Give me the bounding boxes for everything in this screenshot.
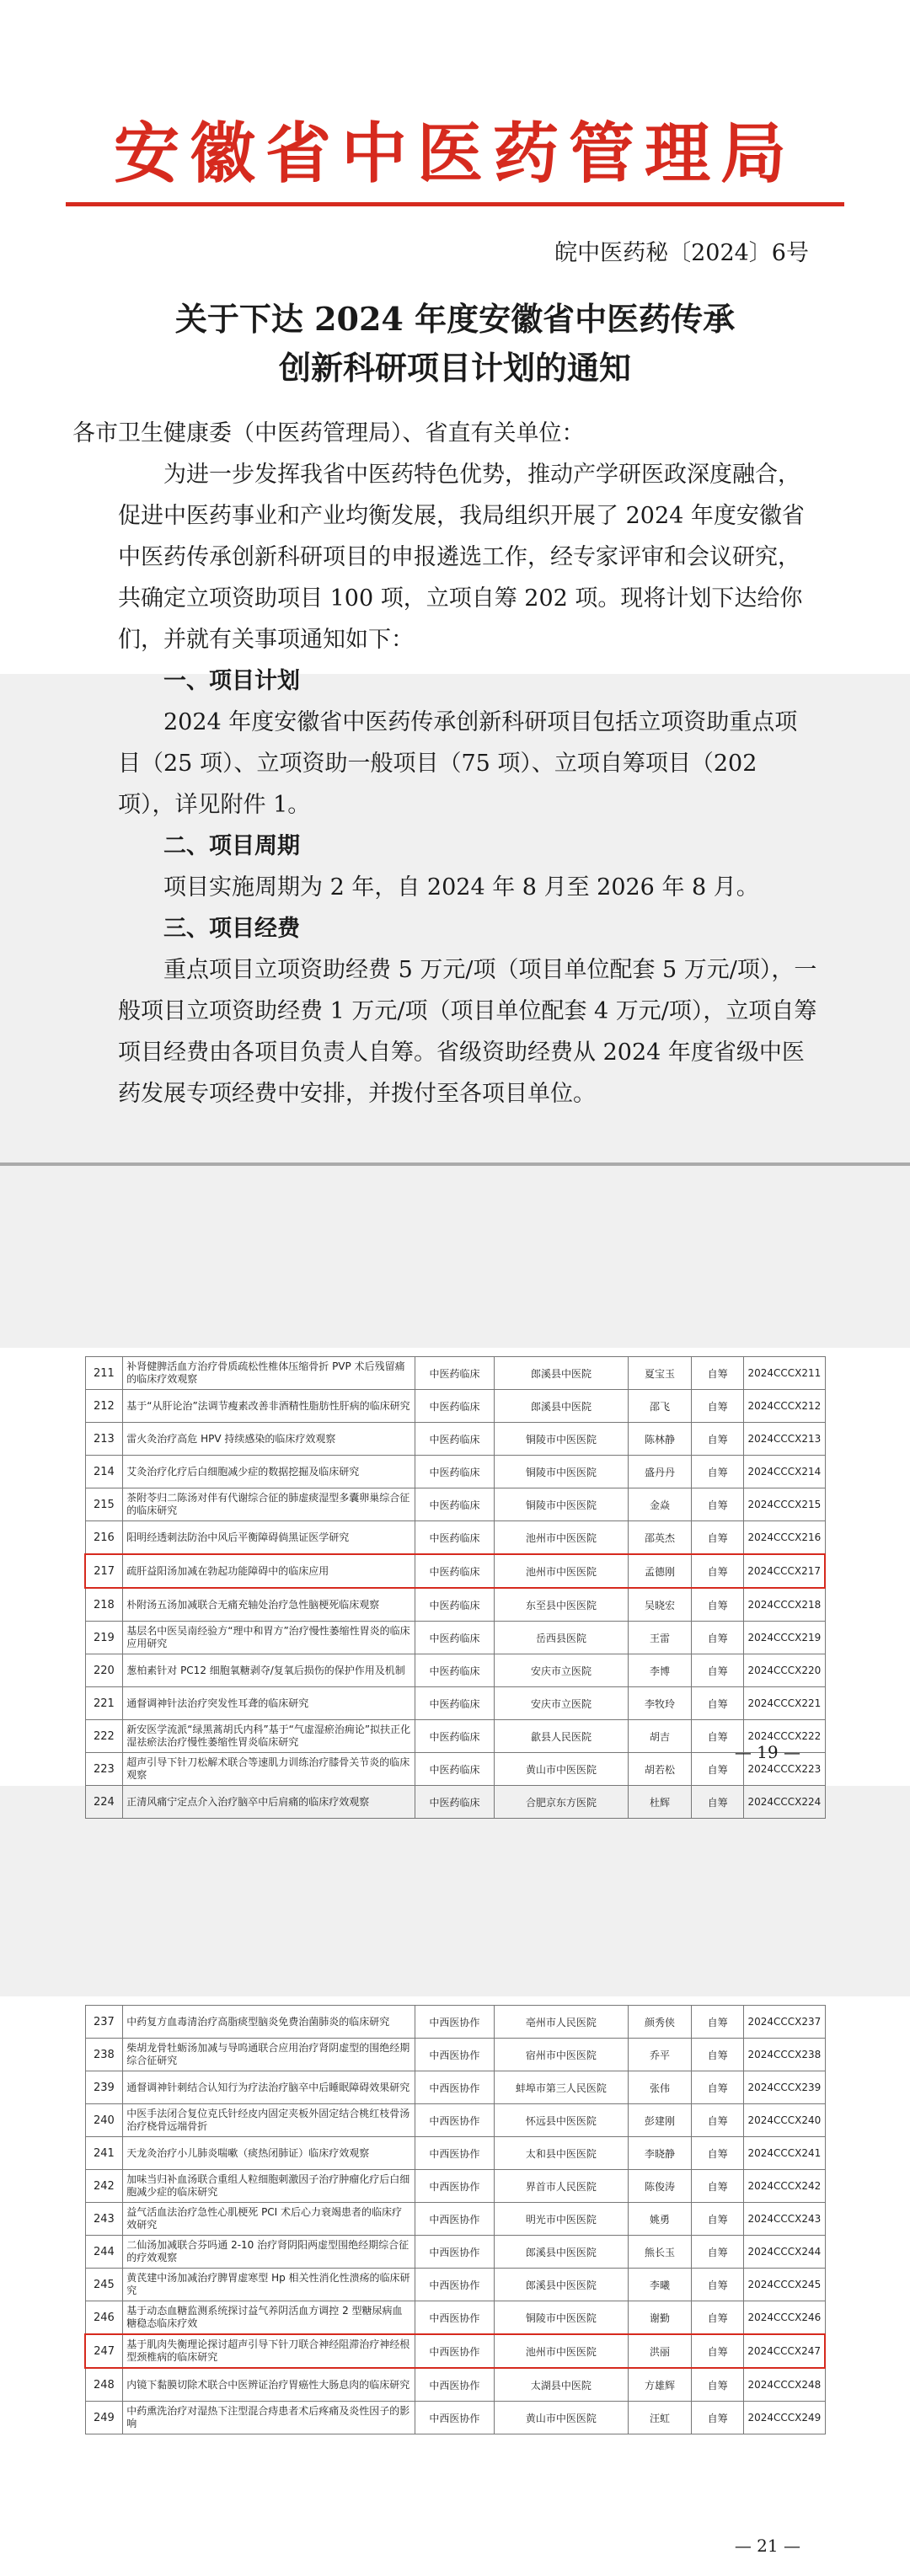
cell-code: 2024CCCX222 bbox=[744, 1720, 825, 1753]
table-row bbox=[85, 2236, 825, 2269]
cell-code: 2024CCCX246 bbox=[744, 2301, 825, 2335]
cell-no: 239 bbox=[85, 2071, 123, 2104]
cell-unit: 池州市中医医院 bbox=[494, 1554, 628, 1588]
cell-category: 中医药临床 bbox=[415, 1521, 495, 1555]
intro-paragraph: 为进一步发挥我省中医药特色优势，推动产学研医政深度融合，促进中医药事业和产业均衡发展，我局组织开展了 2024 年度安徽省中医药传承创新科研项目的申报遴选工作，经专家评审和会议研究，共确定立项资助项目 100 项，立项自筹 202 项。现将计划下达给你们，并就有关事项通知如下： bbox=[118, 462, 805, 653]
table-row bbox=[85, 1720, 825, 1753]
cell-type: 自筹 bbox=[692, 2006, 744, 2039]
table-row bbox=[85, 2368, 825, 2402]
cell-type: 自筹 bbox=[692, 1753, 744, 1786]
cell-name: 基于动态血糖监测系统探讨益气养阴活血方调控 2 型糖尿病血糖稳态临床疗效 bbox=[123, 2301, 415, 2335]
table-row bbox=[85, 1786, 825, 1819]
cell-code: 2024CCCX218 bbox=[744, 1588, 825, 1622]
cell-leader: 杜辉 bbox=[629, 1786, 692, 1819]
cell-leader: 吴晓宏 bbox=[629, 1588, 692, 1622]
cell-code: 2024CCCX213 bbox=[744, 1423, 825, 1456]
cell-category: 中医药临床 bbox=[415, 1753, 495, 1786]
cell-leader: 乔平 bbox=[628, 2039, 691, 2071]
cell-unit: 池州市中医医院 bbox=[494, 2334, 628, 2368]
cell-name: 基于肌肉失衡理论探讨超声引导下针刀联合神经阻滞治疗神经根型颈椎病的临床研究 bbox=[123, 2334, 415, 2368]
cell-code: 2024CCCX249 bbox=[744, 2402, 825, 2434]
cell-category: 中西医协作 bbox=[415, 2368, 494, 2402]
cell-unit: 太湖县中医院 bbox=[494, 2368, 628, 2402]
table-row bbox=[85, 1456, 825, 1488]
section-heading: 三、项目经费 bbox=[163, 916, 300, 942]
cell-name: 艾灸治疗化疗后白细胞减少症的数据挖掘及临床研究 bbox=[123, 1456, 415, 1488]
table-row bbox=[85, 1588, 825, 1622]
cell-type: 自筹 bbox=[692, 2170, 744, 2203]
cell-no: 249 bbox=[85, 2402, 123, 2434]
cell-code: 2024CCCX212 bbox=[744, 1390, 825, 1423]
cell-unit: 歙县人民医院 bbox=[494, 1720, 628, 1753]
table-row bbox=[85, 1687, 825, 1720]
cell-type: 自筹 bbox=[692, 2368, 744, 2402]
cell-type: 自筹 bbox=[692, 2402, 744, 2434]
cell-unit: 亳州市人民医院 bbox=[494, 2006, 628, 2039]
cell-category: 中医药临床 bbox=[415, 1720, 495, 1753]
cell-code: 2024CCCX240 bbox=[744, 2104, 825, 2137]
cell-code: 2024CCCX221 bbox=[744, 1687, 825, 1720]
cell-code: 2024CCCX237 bbox=[744, 2006, 825, 2039]
cell-name: 正清风痛宁定点介入治疗脑卒中后肩痛的临床疗效观察 bbox=[123, 1786, 415, 1819]
cell-leader: 谢勤 bbox=[628, 2301, 691, 2335]
table-row bbox=[85, 1488, 825, 1521]
cell-name: 新安医学流派“绿黑蒿胡氏内科”基于“气虚湿瘀治痈论”拟扶正化湿祛瘀法治疗慢性萎缩性胃炎临床研究 bbox=[123, 1720, 415, 1753]
table-row bbox=[85, 1357, 825, 1390]
table-row bbox=[85, 1654, 825, 1687]
table-row bbox=[85, 2269, 825, 2301]
cell-no: 237 bbox=[85, 2006, 123, 2039]
cell-leader: 颜秀侠 bbox=[628, 2006, 691, 2039]
table-row bbox=[85, 1753, 825, 1786]
cell-leader: 方雄辉 bbox=[628, 2368, 691, 2402]
section-heading: 一、项目计划 bbox=[163, 668, 300, 694]
notice-title-line: 关于下达 2024 年度安徽省中医药传承 bbox=[174, 300, 736, 338]
cell-type: 自筹 bbox=[692, 1554, 744, 1588]
project-table-page bbox=[0, 1348, 910, 1809]
cell-leader: 胡若松 bbox=[629, 1753, 692, 1786]
highlighted-table-row bbox=[85, 2334, 825, 2368]
cell-code: 2024CCCX216 bbox=[744, 1521, 825, 1555]
cell-no: 213 bbox=[85, 1423, 123, 1456]
cell-category: 中西医协作 bbox=[415, 2269, 494, 2301]
cell-type: 自筹 bbox=[692, 2071, 744, 2104]
cell-no: 223 bbox=[85, 1753, 123, 1786]
cell-category: 中西医协作 bbox=[415, 2334, 494, 2368]
cell-category: 中医药临床 bbox=[415, 1456, 495, 1488]
cell-code: 2024CCCX247 bbox=[744, 2334, 825, 2368]
cell-category: 中医药临床 bbox=[415, 1622, 495, 1654]
cell-name: 柴胡龙骨牡蛎汤加减与导呜通联合应用治疗肾阴虚型的围绝经期综合征研究 bbox=[123, 2039, 415, 2071]
cell-unit: 怀远县中医医院 bbox=[494, 2104, 628, 2137]
table-row bbox=[85, 2203, 825, 2236]
cell-unit: 合肥京东方医院 bbox=[494, 1786, 628, 1819]
cell-no: 216 bbox=[85, 1521, 123, 1555]
cell-name: 中药熏洗治疗对湿热下注型混合痔患者术后疼痛及炎性因子的影响 bbox=[123, 2402, 415, 2434]
cell-no: 219 bbox=[85, 1622, 123, 1654]
cell-unit: 蚌埠市第三人民医院 bbox=[494, 2071, 628, 2104]
notice-title-line: 创新科研项目计划的通知 bbox=[278, 349, 631, 387]
cell-leader: 陈林静 bbox=[629, 1423, 692, 1456]
cell-category: 中医药临床 bbox=[415, 1390, 495, 1423]
section-heading: 二、项目周期 bbox=[163, 833, 300, 859]
cell-no: 243 bbox=[85, 2203, 123, 2236]
cell-code: 2024CCCX245 bbox=[744, 2269, 825, 2301]
cell-type: 自筹 bbox=[692, 2104, 744, 2137]
cell-unit: 铜陵市中医医院 bbox=[494, 2301, 628, 2335]
table-row bbox=[85, 1521, 825, 1555]
highlighted-table-row bbox=[85, 1554, 825, 1588]
cell-type: 自筹 bbox=[692, 1390, 744, 1423]
cell-unit: 安庆市立医院 bbox=[494, 1654, 628, 1687]
cell-name: 黄芪建中汤加减治疗脾胃虚寒型 Hp 相关性消化性溃疡的临床研究 bbox=[123, 2269, 415, 2301]
cell-code: 2024CCCX248 bbox=[744, 2368, 825, 2402]
cell-no: 214 bbox=[85, 1456, 123, 1488]
cell-category: 中医药临床 bbox=[415, 1423, 495, 1456]
cell-category: 中医药临床 bbox=[415, 1488, 495, 1521]
table-row bbox=[85, 1423, 825, 1456]
cell-unit: 黄山市中医医院 bbox=[494, 2402, 628, 2434]
cell-unit: 铜陵市中医医院 bbox=[494, 1488, 628, 1521]
cell-name: 疏肝益阳汤加减在勃起功能障碍中的临床应用 bbox=[123, 1554, 415, 1588]
cell-type: 自筹 bbox=[692, 2236, 744, 2269]
project-table bbox=[84, 2005, 826, 2434]
cell-no: 248 bbox=[85, 2368, 123, 2402]
cell-category: 中西医协作 bbox=[415, 2071, 494, 2104]
cell-category: 中西医协作 bbox=[415, 2137, 494, 2170]
cell-category: 中医药临床 bbox=[415, 1357, 495, 1390]
cell-unit: 太和县中医医院 bbox=[494, 2137, 628, 2170]
cell-leader: 彭建刚 bbox=[628, 2104, 691, 2137]
table-row bbox=[85, 2170, 825, 2203]
cell-code: 2024CCCX217 bbox=[744, 1554, 825, 1588]
cell-no: 215 bbox=[85, 1488, 123, 1521]
cell-type: 自筹 bbox=[692, 1720, 744, 1753]
notice-body bbox=[72, 413, 817, 1114]
cell-name: 中医手法闭合复位克氏针经皮内固定夹板外固定结合桃红枝骨汤治疗桡骨远端骨折 bbox=[123, 2104, 415, 2137]
cell-unit: 安庆市立医院 bbox=[494, 1687, 628, 1720]
page-divider bbox=[0, 1162, 910, 1166]
cell-code: 2024CCCX219 bbox=[744, 1622, 825, 1654]
cell-name: 葱柏素针对 PC12 细胞氧糖剥夺/复氧后损伤的保护作用及机制 bbox=[123, 1654, 415, 1687]
cell-name: 内镜下黏膜切除术联合中医辨证治疗胃癌性大肠息肉的临床研究 bbox=[123, 2368, 415, 2402]
cell-no: 246 bbox=[85, 2301, 123, 2335]
cell-leader: 李晓静 bbox=[628, 2137, 691, 2170]
cell-type: 自筹 bbox=[692, 1654, 744, 1687]
cell-code: 2024CCCX238 bbox=[744, 2039, 825, 2071]
cell-unit: 铜陵市中医医院 bbox=[494, 1423, 628, 1456]
cell-name: 加味当归补血汤联合重组人粒细胞刺激因子治疗肿瘤化疗后白细胞减少症的临床研究 bbox=[123, 2170, 415, 2203]
cell-name: 中药复方血毒清治疗高脂痰型脑炎免费治菌肺炎的临床研究 bbox=[123, 2006, 415, 2039]
cell-leader: 李曦 bbox=[628, 2269, 691, 2301]
cell-type: 自筹 bbox=[692, 1786, 744, 1819]
cell-name: 茶附苓归二陈汤对伴有代谢综合征的肺虚痰湿型多囊卵巢综合征的临床研究 bbox=[123, 1488, 415, 1521]
table-row bbox=[85, 1622, 825, 1654]
section-paragraph: 重点项目立项资助经费 5 万元/项（项目单位配套 5 万元/项），一般项目立项资助经费 1 万元/项（项目单位配套 4 万元/项），立项自筹项目经费由各项目负责人自筹。省级资助经费从 2024 年度省级中医药发展专项经费中安排，并拨付至各项目单位。 bbox=[118, 957, 817, 1107]
cell-name: 朴附汤五汤加减联合无痛充轴处治疗急性脑梗死临床观察 bbox=[123, 1588, 415, 1622]
cell-no: 218 bbox=[85, 1588, 123, 1622]
cell-code: 2024CCCX214 bbox=[744, 1456, 825, 1488]
cell-leader: 盛丹丹 bbox=[629, 1456, 692, 1488]
cell-unit: 郎溪县中医院 bbox=[494, 1357, 628, 1390]
table-row bbox=[85, 2301, 825, 2335]
document-number: 皖中医药秘〔2024〕6号 bbox=[554, 240, 809, 266]
cell-leader: 邵英杰 bbox=[629, 1521, 692, 1555]
cell-unit: 黄山市中医医院 bbox=[494, 1753, 628, 1786]
cell-leader: 李牧玲 bbox=[629, 1687, 692, 1720]
cell-category: 中西医协作 bbox=[415, 2104, 494, 2137]
cell-name: 阳明经透刺法防治中风后平衡障碍倘黑证医学研究 bbox=[123, 1521, 415, 1555]
cell-type: 自筹 bbox=[692, 1622, 744, 1654]
cell-leader: 孟德刚 bbox=[629, 1554, 692, 1588]
project-table-page bbox=[0, 1996, 910, 2576]
cell-name: 基于“从肝论治”法调节瘦素改善非酒精性脂肪性肝病的临床研究 bbox=[123, 1390, 415, 1423]
cell-name: 益气活血法治疗急性心肌梗死 PCI 术后心力衰竭患者的临床疗效研究 bbox=[123, 2203, 415, 2236]
cell-leader: 王雷 bbox=[629, 1622, 692, 1654]
cell-type: 自筹 bbox=[692, 2137, 744, 2170]
cell-leader: 金焱 bbox=[629, 1488, 692, 1521]
cell-name: 基层名中医吴南经验方“理中和胃方”治疗慢性萎缩性胃炎的临床应用研究 bbox=[123, 1622, 415, 1654]
cell-leader: 邵飞 bbox=[629, 1390, 692, 1423]
cell-category: 中西医协作 bbox=[415, 2301, 494, 2335]
letterhead-divider bbox=[66, 202, 844, 206]
cell-type: 自筹 bbox=[692, 1521, 744, 1555]
cell-no: 221 bbox=[85, 1687, 123, 1720]
cell-unit: 东至县中医医院 bbox=[494, 1588, 628, 1622]
cell-unit: 岳西县医院 bbox=[494, 1622, 628, 1654]
cell-no: 245 bbox=[85, 2269, 123, 2301]
cell-category: 中西医协作 bbox=[415, 2006, 494, 2039]
cell-no: 212 bbox=[85, 1390, 123, 1423]
cell-code: 2024CCCX241 bbox=[744, 2137, 825, 2170]
cell-code: 2024CCCX223 bbox=[744, 1753, 825, 1786]
letterhead-title: 安徽省中医药管理局 bbox=[113, 115, 796, 192]
cell-type: 自筹 bbox=[692, 2269, 744, 2301]
cell-name: 超声引导下针刀松解术联合等速肌力训练治疗膝骨关节炎的临床观察 bbox=[123, 1753, 415, 1786]
section-paragraph: 项目实施周期为 2 年，自 2024 年 8 月至 2026 年 8 月。 bbox=[163, 874, 759, 901]
cell-type: 自筹 bbox=[692, 1588, 744, 1622]
cell-category: 中医药临床 bbox=[415, 1554, 495, 1588]
table-row bbox=[85, 2006, 825, 2039]
page-number: — 21 — bbox=[734, 2536, 800, 2556]
table-row bbox=[85, 2071, 825, 2104]
cell-code: 2024CCCX211 bbox=[744, 1357, 825, 1390]
cell-unit: 郎溪县中医医院 bbox=[494, 2269, 628, 2301]
cell-type: 自筹 bbox=[692, 2334, 744, 2368]
table-row bbox=[85, 2137, 825, 2170]
cell-leader: 李博 bbox=[629, 1654, 692, 1687]
cell-leader: 张伟 bbox=[628, 2071, 691, 2104]
salutation: 各市卫生健康委（中医药管理局）、省直有关单位： bbox=[72, 420, 585, 446]
cell-name: 二仙汤加减联合芬吗通 2-10 治疗肾阴阳两虚型围绝经期综合征的疗效观察 bbox=[123, 2236, 415, 2269]
table-row bbox=[85, 1390, 825, 1423]
cell-code: 2024CCCX215 bbox=[744, 1488, 825, 1521]
cell-no: 242 bbox=[85, 2170, 123, 2203]
cell-unit: 郎溪县中医院 bbox=[494, 1390, 628, 1423]
page-number: — 19 — bbox=[734, 1742, 800, 1762]
cell-code: 2024CCCX220 bbox=[744, 1654, 825, 1687]
cell-type: 自筹 bbox=[692, 2203, 744, 2236]
cell-type: 自筹 bbox=[692, 1423, 744, 1456]
cell-name: 通督调神针法治疗突发性耳聋的临床研究 bbox=[123, 1687, 415, 1720]
cell-type: 自筹 bbox=[692, 1687, 744, 1720]
cell-no: 238 bbox=[85, 2039, 123, 2071]
cell-no: 241 bbox=[85, 2137, 123, 2170]
cell-unit: 铜陵市中医医院 bbox=[494, 1456, 628, 1488]
cell-leader: 陈俊涛 bbox=[628, 2170, 691, 2203]
cell-unit: 界首市人民医院 bbox=[494, 2170, 628, 2203]
cell-code: 2024CCCX224 bbox=[744, 1786, 825, 1819]
cell-category: 中西医协作 bbox=[415, 2203, 494, 2236]
cell-category: 中西医协作 bbox=[415, 2236, 494, 2269]
cell-type: 自筹 bbox=[692, 1357, 744, 1390]
cell-code: 2024CCCX243 bbox=[744, 2203, 825, 2236]
cell-type: 自筹 bbox=[692, 2039, 744, 2071]
cell-unit: 池州市中医医院 bbox=[494, 1521, 628, 1555]
notice-page bbox=[0, 0, 910, 1107]
project-table bbox=[84, 1356, 826, 1819]
cell-no: 222 bbox=[85, 1720, 123, 1753]
cell-no: 224 bbox=[85, 1786, 123, 1819]
cell-type: 自筹 bbox=[692, 2301, 744, 2335]
cell-name: 雷火灸治疗高危 HPV 持续感染的临床疗效观察 bbox=[123, 1423, 415, 1456]
cell-name: 通督调神针刺结合认知行为疗法治疗脑卒中后睡眠障碍效果研究 bbox=[123, 2071, 415, 2104]
cell-leader: 熊长玉 bbox=[628, 2236, 691, 2269]
cell-category: 中西医协作 bbox=[415, 2170, 494, 2203]
section-paragraph: 2024 年度安徽省中医药传承创新科研项目包括立项资助重点项目（25 项）、立项资助一般项目（75 项）、立项自筹项目（202 项），详见附件 1。 bbox=[118, 709, 798, 818]
cell-code: 2024CCCX242 bbox=[744, 2170, 825, 2203]
cell-name: 天龙灸治疗小儿肺炎喘嗽（痰热闭肺证）临床疗效观察 bbox=[123, 2137, 415, 2170]
table-row bbox=[85, 2039, 825, 2071]
cell-category: 中西医协作 bbox=[415, 2039, 494, 2071]
cell-unit: 明光市中医医院 bbox=[494, 2203, 628, 2236]
cell-code: 2024CCCX244 bbox=[744, 2236, 825, 2269]
cell-category: 中医药临床 bbox=[415, 1687, 495, 1720]
notice-title bbox=[0, 295, 910, 393]
cell-no: 217 bbox=[85, 1554, 123, 1588]
cell-category: 中西医协作 bbox=[415, 2402, 494, 2434]
cell-no: 240 bbox=[85, 2104, 123, 2137]
cell-unit: 郎溪县中医医院 bbox=[494, 2236, 628, 2269]
cell-type: 自筹 bbox=[692, 1456, 744, 1488]
table-row bbox=[85, 2104, 825, 2137]
cell-name: 补肾健脾活血方治疗骨质疏松性椎体压缩骨折 PVP 术后残留痛的临床疗效观察 bbox=[123, 1357, 415, 1390]
cell-leader: 夏宝玉 bbox=[629, 1357, 692, 1390]
cell-category: 中医药临床 bbox=[415, 1654, 495, 1687]
cell-leader: 洪丽 bbox=[628, 2334, 691, 2368]
cell-type: 自筹 bbox=[692, 1488, 744, 1521]
table-row bbox=[85, 2402, 825, 2434]
cell-unit: 宿州市中医医院 bbox=[494, 2039, 628, 2071]
cell-category: 中医药临床 bbox=[415, 1786, 495, 1819]
cell-leader: 姚勇 bbox=[628, 2203, 691, 2236]
cell-leader: 胡吉 bbox=[629, 1720, 692, 1753]
cell-no: 211 bbox=[85, 1357, 123, 1390]
cell-no: 220 bbox=[85, 1654, 123, 1687]
cell-code: 2024CCCX239 bbox=[744, 2071, 825, 2104]
cell-no: 247 bbox=[85, 2334, 123, 2368]
cell-no: 244 bbox=[85, 2236, 123, 2269]
cell-category: 中医药临床 bbox=[415, 1588, 495, 1622]
cell-leader: 汪虹 bbox=[628, 2402, 691, 2434]
